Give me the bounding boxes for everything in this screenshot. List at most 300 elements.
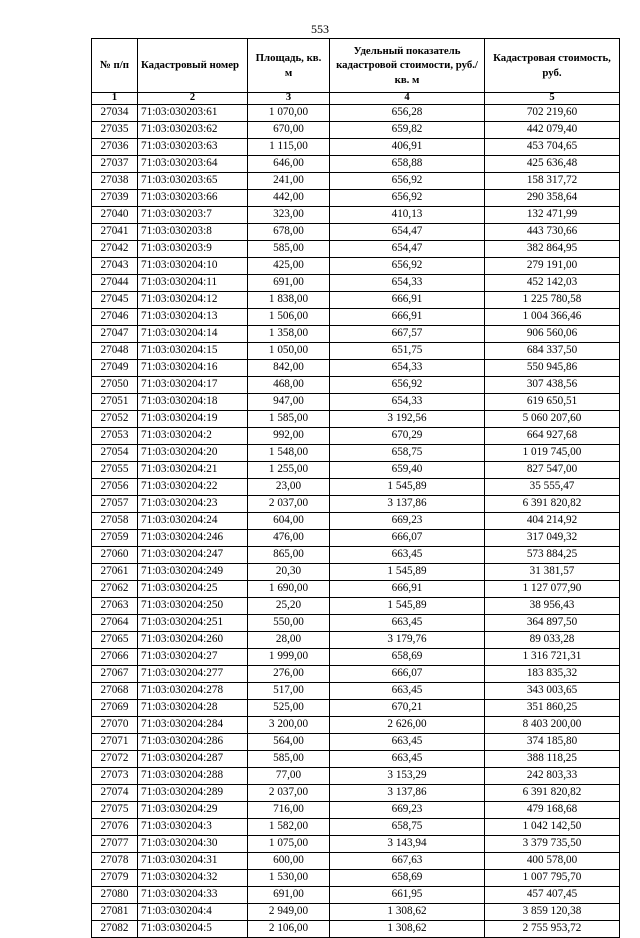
row-number-cell: 27035 bbox=[92, 122, 138, 139]
area-cell: 1 999,00 bbox=[248, 649, 330, 666]
area-cell: 23,00 bbox=[248, 479, 330, 496]
row-number-cell: 27043 bbox=[92, 258, 138, 275]
cadastral-number-cell: 71:03:030203:7 bbox=[138, 207, 248, 224]
table-row bbox=[92, 819, 620, 836]
area-cell: 241,00 bbox=[248, 173, 330, 190]
unit-value-cell: 1 545,89 bbox=[330, 598, 485, 615]
unit-value-cell: 2 626,00 bbox=[330, 717, 485, 734]
cadastral-number-cell: 71:03:030204:286 bbox=[138, 734, 248, 751]
row-number-cell: 27047 bbox=[92, 326, 138, 343]
unit-value-cell: 658,69 bbox=[330, 870, 485, 887]
area-cell: 28,00 bbox=[248, 632, 330, 649]
cadastral-number-cell: 71:03:030203:65 bbox=[138, 173, 248, 190]
cadastral-value-cell: 2 755 953,72 bbox=[485, 921, 620, 938]
table-row bbox=[92, 836, 620, 853]
table-row bbox=[92, 547, 620, 564]
table-row bbox=[92, 768, 620, 785]
area-cell: 2 037,00 bbox=[248, 496, 330, 513]
row-number-cell: 27063 bbox=[92, 598, 138, 615]
cadastral-value-cell: 1 316 721,31 bbox=[485, 649, 620, 666]
unit-value-cell: 1 545,89 bbox=[330, 564, 485, 581]
row-number-cell: 27076 bbox=[92, 819, 138, 836]
area-cell: 476,00 bbox=[248, 530, 330, 547]
table-row bbox=[92, 717, 620, 734]
cadastral-number-cell: 71:03:030204:16 bbox=[138, 360, 248, 377]
area-cell: 670,00 bbox=[248, 122, 330, 139]
unit-value-cell: 1 545,89 bbox=[330, 479, 485, 496]
row-number-cell: 27079 bbox=[92, 870, 138, 887]
row-number-cell: 27041 bbox=[92, 224, 138, 241]
cadastral-number-cell: 71:03:030203:9 bbox=[138, 241, 248, 258]
cadastral-value-cell: 404 214,92 bbox=[485, 513, 620, 530]
column-number: 2 bbox=[138, 93, 248, 105]
unit-value-cell: 666,07 bbox=[330, 666, 485, 683]
row-number-cell: 27049 bbox=[92, 360, 138, 377]
table-row bbox=[92, 139, 620, 156]
unit-value-cell: 666,91 bbox=[330, 292, 485, 309]
cadastral-number-cell: 71:03:030203:61 bbox=[138, 105, 248, 122]
table-row bbox=[92, 683, 620, 700]
area-cell: 1 585,00 bbox=[248, 411, 330, 428]
column-number: 3 bbox=[248, 93, 330, 105]
table-row bbox=[92, 343, 620, 360]
row-number-cell: 27046 bbox=[92, 309, 138, 326]
table-row bbox=[92, 632, 620, 649]
cadastral-value-cell: 906 560,06 bbox=[485, 326, 620, 343]
row-number-cell: 27072 bbox=[92, 751, 138, 768]
column-number: 5 bbox=[485, 93, 620, 105]
unit-value-cell: 651,75 bbox=[330, 343, 485, 360]
table-row bbox=[92, 513, 620, 530]
table-row bbox=[92, 428, 620, 445]
area-cell: 323,00 bbox=[248, 207, 330, 224]
unit-value-cell: 3 137,86 bbox=[330, 496, 485, 513]
area-cell: 678,00 bbox=[248, 224, 330, 241]
row-number-cell: 27065 bbox=[92, 632, 138, 649]
table-row bbox=[92, 853, 620, 870]
unit-value-cell: 658,75 bbox=[330, 445, 485, 462]
row-number-cell: 27039 bbox=[92, 190, 138, 207]
row-number-cell: 27051 bbox=[92, 394, 138, 411]
row-number-cell: 27067 bbox=[92, 666, 138, 683]
area-cell: 646,00 bbox=[248, 156, 330, 173]
cadastral-value-cell: 158 317,72 bbox=[485, 173, 620, 190]
cadastral-value-cell: 1 019 745,00 bbox=[485, 445, 620, 462]
row-number-cell: 27071 bbox=[92, 734, 138, 751]
cadastral-value-cell: 479 168,68 bbox=[485, 802, 620, 819]
area-cell: 2 106,00 bbox=[248, 921, 330, 938]
area-cell: 1 530,00 bbox=[248, 870, 330, 887]
cadastral-value-cell: 242 803,33 bbox=[485, 768, 620, 785]
row-number-cell: 27078 bbox=[92, 853, 138, 870]
cadastral-number-cell: 71:03:030204:14 bbox=[138, 326, 248, 343]
cadastral-value-cell: 317 049,32 bbox=[485, 530, 620, 547]
cadastral-number-cell: 71:03:030204:24 bbox=[138, 513, 248, 530]
table-row bbox=[92, 156, 620, 173]
unit-value-cell: 659,40 bbox=[330, 462, 485, 479]
cadastral-number-cell: 71:03:030204:4 bbox=[138, 904, 248, 921]
table-row bbox=[92, 411, 620, 428]
cadastral-number-cell: 71:03:030204:12 bbox=[138, 292, 248, 309]
header-unit-value: Удельный показатель кадастровой стоимости, руб./кв. м bbox=[330, 39, 485, 93]
cadastral-value-cell: 550 945,86 bbox=[485, 360, 620, 377]
column-number: 1 bbox=[92, 93, 138, 105]
table-row bbox=[92, 224, 620, 241]
cadastral-number-cell: 71:03:030204:33 bbox=[138, 887, 248, 904]
table-row bbox=[92, 581, 620, 598]
row-number-cell: 27056 bbox=[92, 479, 138, 496]
unit-value-cell: 656,28 bbox=[330, 105, 485, 122]
area-cell: 425,00 bbox=[248, 258, 330, 275]
unit-value-cell: 1 308,62 bbox=[330, 921, 485, 938]
area-cell: 1 358,00 bbox=[248, 326, 330, 343]
header-cadastral-value: Кадастровая стоимость, руб. bbox=[485, 39, 620, 93]
table-row bbox=[92, 377, 620, 394]
cadastral-value-cell: 664 927,68 bbox=[485, 428, 620, 445]
area-cell: 585,00 bbox=[248, 751, 330, 768]
table-header-row bbox=[92, 39, 620, 93]
unit-value-cell: 661,95 bbox=[330, 887, 485, 904]
area-cell: 691,00 bbox=[248, 887, 330, 904]
row-number-cell: 27040 bbox=[92, 207, 138, 224]
cadastral-value-cell: 573 884,25 bbox=[485, 547, 620, 564]
area-cell: 1 582,00 bbox=[248, 819, 330, 836]
row-number-cell: 27070 bbox=[92, 717, 138, 734]
area-cell: 468,00 bbox=[248, 377, 330, 394]
unit-value-cell: 667,57 bbox=[330, 326, 485, 343]
row-number-cell: 27034 bbox=[92, 105, 138, 122]
area-cell: 600,00 bbox=[248, 853, 330, 870]
row-number-cell: 27077 bbox=[92, 836, 138, 853]
unit-value-cell: 658,69 bbox=[330, 649, 485, 666]
row-number-cell: 27057 bbox=[92, 496, 138, 513]
cadastral-value-cell: 132 471,99 bbox=[485, 207, 620, 224]
unit-value-cell: 654,47 bbox=[330, 224, 485, 241]
cadastral-number-cell: 71:03:030204:289 bbox=[138, 785, 248, 802]
column-number: 4 bbox=[330, 93, 485, 105]
cadastral-value-cell: 1 042 142,50 bbox=[485, 819, 620, 836]
row-number-cell: 27066 bbox=[92, 649, 138, 666]
table-body bbox=[92, 105, 620, 938]
cadastral-number-cell: 71:03:030204:288 bbox=[138, 768, 248, 785]
table-row bbox=[92, 173, 620, 190]
cadastral-number-cell: 71:03:030204:250 bbox=[138, 598, 248, 615]
cadastral-number-cell: 71:03:030204:246 bbox=[138, 530, 248, 547]
unit-value-cell: 666,07 bbox=[330, 530, 485, 547]
row-number-cell: 27052 bbox=[92, 411, 138, 428]
row-number-cell: 27036 bbox=[92, 139, 138, 156]
cadastral-number-cell: 71:03:030204:30 bbox=[138, 836, 248, 853]
cadastral-number-cell: 71:03:030204:31 bbox=[138, 853, 248, 870]
cadastral-value-cell: 702 219,60 bbox=[485, 105, 620, 122]
unit-value-cell: 670,21 bbox=[330, 700, 485, 717]
row-number-cell: 27069 bbox=[92, 700, 138, 717]
cadastral-value-cell: 343 003,65 bbox=[485, 683, 620, 700]
cadastral-value-cell: 5 060 207,60 bbox=[485, 411, 620, 428]
unit-value-cell: 663,45 bbox=[330, 683, 485, 700]
cadastral-value-cell: 279 191,00 bbox=[485, 258, 620, 275]
unit-value-cell: 658,88 bbox=[330, 156, 485, 173]
unit-value-cell: 666,91 bbox=[330, 309, 485, 326]
table-row bbox=[92, 887, 620, 904]
cadastral-value-cell: 38 956,43 bbox=[485, 598, 620, 615]
cadastral-value-table bbox=[91, 38, 620, 938]
area-cell: 20,30 bbox=[248, 564, 330, 581]
table-row bbox=[92, 615, 620, 632]
unit-value-cell: 3 153,29 bbox=[330, 768, 485, 785]
area-cell: 442,00 bbox=[248, 190, 330, 207]
table-row bbox=[92, 326, 620, 343]
cadastral-value-cell: 1 127 077,90 bbox=[485, 581, 620, 598]
unit-value-cell: 659,82 bbox=[330, 122, 485, 139]
table-row bbox=[92, 275, 620, 292]
area-cell: 1 838,00 bbox=[248, 292, 330, 309]
cadastral-value-cell: 35 555,47 bbox=[485, 479, 620, 496]
table-row bbox=[92, 700, 620, 717]
cadastral-number-cell: 71:03:030204:21 bbox=[138, 462, 248, 479]
row-number-cell: 27073 bbox=[92, 768, 138, 785]
cadastral-value-cell: 8 403 200,00 bbox=[485, 717, 620, 734]
table-row bbox=[92, 530, 620, 547]
cadastral-value-cell: 1 004 366,46 bbox=[485, 309, 620, 326]
cadastral-number-cell: 71:03:030204:5 bbox=[138, 921, 248, 938]
cadastral-value-cell: 183 835,32 bbox=[485, 666, 620, 683]
area-cell: 585,00 bbox=[248, 241, 330, 258]
area-cell: 2 949,00 bbox=[248, 904, 330, 921]
cadastral-number-cell: 71:03:030203:8 bbox=[138, 224, 248, 241]
table-row bbox=[92, 564, 620, 581]
row-number-cell: 27081 bbox=[92, 904, 138, 921]
row-number-cell: 27054 bbox=[92, 445, 138, 462]
unit-value-cell: 656,92 bbox=[330, 190, 485, 207]
row-number-cell: 27064 bbox=[92, 615, 138, 632]
area-cell: 716,00 bbox=[248, 802, 330, 819]
area-cell: 1 115,00 bbox=[248, 139, 330, 156]
page-number: 553 bbox=[311, 22, 329, 36]
row-number-cell: 27060 bbox=[92, 547, 138, 564]
cadastral-value-cell: 619 650,51 bbox=[485, 394, 620, 411]
area-cell: 842,00 bbox=[248, 360, 330, 377]
unit-value-cell: 656,92 bbox=[330, 377, 485, 394]
cadastral-number-cell: 71:03:030204:2 bbox=[138, 428, 248, 445]
area-cell: 517,00 bbox=[248, 683, 330, 700]
unit-value-cell: 3 137,86 bbox=[330, 785, 485, 802]
area-cell: 564,00 bbox=[248, 734, 330, 751]
table-row bbox=[92, 496, 620, 513]
table-row bbox=[92, 649, 620, 666]
unit-value-cell: 663,45 bbox=[330, 734, 485, 751]
row-number-cell: 27053 bbox=[92, 428, 138, 445]
cadastral-value-cell: 453 704,65 bbox=[485, 139, 620, 156]
row-number-cell: 27038 bbox=[92, 173, 138, 190]
row-number-cell: 27045 bbox=[92, 292, 138, 309]
cadastral-value-cell: 1 007 795,70 bbox=[485, 870, 620, 887]
cadastral-number-cell: 71:03:030204:27 bbox=[138, 649, 248, 666]
row-number-cell: 27074 bbox=[92, 785, 138, 802]
table-row bbox=[92, 785, 620, 802]
cadastral-number-cell: 71:03:030204:251 bbox=[138, 615, 248, 632]
row-number-cell: 27068 bbox=[92, 683, 138, 700]
unit-value-cell: 654,33 bbox=[330, 275, 485, 292]
area-cell: 276,00 bbox=[248, 666, 330, 683]
area-cell: 2 037,00 bbox=[248, 785, 330, 802]
area-cell: 25,20 bbox=[248, 598, 330, 615]
cadastral-value-cell: 388 118,25 bbox=[485, 751, 620, 768]
row-number-cell: 27044 bbox=[92, 275, 138, 292]
unit-value-cell: 654,47 bbox=[330, 241, 485, 258]
unit-value-cell: 669,23 bbox=[330, 513, 485, 530]
cadastral-number-cell: 71:03:030204:17 bbox=[138, 377, 248, 394]
area-cell: 1 075,00 bbox=[248, 836, 330, 853]
cadastral-number-cell: 71:03:030204:278 bbox=[138, 683, 248, 700]
table-row bbox=[92, 921, 620, 938]
area-cell: 3 200,00 bbox=[248, 717, 330, 734]
cadastral-value-cell: 3 379 735,50 bbox=[485, 836, 620, 853]
area-cell: 604,00 bbox=[248, 513, 330, 530]
table-row bbox=[92, 258, 620, 275]
cadastral-number-cell: 71:03:030204:287 bbox=[138, 751, 248, 768]
cadastral-value-cell: 425 636,48 bbox=[485, 156, 620, 173]
cadastral-value-cell: 6 391 820,82 bbox=[485, 785, 620, 802]
unit-value-cell: 406,91 bbox=[330, 139, 485, 156]
table-row bbox=[92, 105, 620, 122]
header-num: № п/п bbox=[92, 39, 138, 93]
cadastral-value-cell: 442 079,40 bbox=[485, 122, 620, 139]
cadastral-value-cell: 443 730,66 bbox=[485, 224, 620, 241]
unit-value-cell: 656,92 bbox=[330, 173, 485, 190]
cadastral-number-cell: 71:03:030203:64 bbox=[138, 156, 248, 173]
area-cell: 525,00 bbox=[248, 700, 330, 717]
table-row bbox=[92, 479, 620, 496]
table-row bbox=[92, 309, 620, 326]
row-number-cell: 27037 bbox=[92, 156, 138, 173]
row-number-cell: 27062 bbox=[92, 581, 138, 598]
table-row bbox=[92, 870, 620, 887]
table-row bbox=[92, 241, 620, 258]
cadastral-number-cell: 71:03:030204:28 bbox=[138, 700, 248, 717]
cadastral-value-cell: 351 860,25 bbox=[485, 700, 620, 717]
cadastral-number-cell: 71:03:030203:63 bbox=[138, 139, 248, 156]
cadastral-value-cell: 6 391 820,82 bbox=[485, 496, 620, 513]
cadastral-value-cell: 290 358,64 bbox=[485, 190, 620, 207]
table-row bbox=[92, 360, 620, 377]
area-cell: 947,00 bbox=[248, 394, 330, 411]
unit-value-cell: 1 308,62 bbox=[330, 904, 485, 921]
unit-value-cell: 670,29 bbox=[330, 428, 485, 445]
column-number-row bbox=[92, 93, 620, 105]
area-cell: 691,00 bbox=[248, 275, 330, 292]
table-row bbox=[92, 904, 620, 921]
area-cell: 1 070,00 bbox=[248, 105, 330, 122]
cadastral-number-cell: 71:03:030204:23 bbox=[138, 496, 248, 513]
table-row bbox=[92, 207, 620, 224]
cadastral-number-cell: 71:03:030204:22 bbox=[138, 479, 248, 496]
unit-value-cell: 669,23 bbox=[330, 802, 485, 819]
table-row bbox=[92, 445, 620, 462]
row-number-cell: 27050 bbox=[92, 377, 138, 394]
cadastral-number-cell: 71:03:030204:3 bbox=[138, 819, 248, 836]
cadastral-value-cell: 827 547,00 bbox=[485, 462, 620, 479]
row-number-cell: 27080 bbox=[92, 887, 138, 904]
area-cell: 992,00 bbox=[248, 428, 330, 445]
cadastral-number-cell: 71:03:030204:20 bbox=[138, 445, 248, 462]
table-row bbox=[92, 394, 620, 411]
header-cadastral-number: Кадастровый номер bbox=[138, 39, 248, 93]
unit-value-cell: 3 179,76 bbox=[330, 632, 485, 649]
cadastral-value-cell: 3 859 120,38 bbox=[485, 904, 620, 921]
row-number-cell: 27075 bbox=[92, 802, 138, 819]
area-cell: 1 506,00 bbox=[248, 309, 330, 326]
cadastral-number-cell: 71:03:030204:249 bbox=[138, 564, 248, 581]
unit-value-cell: 663,45 bbox=[330, 615, 485, 632]
area-cell: 865,00 bbox=[248, 547, 330, 564]
cadastral-value-cell: 684 337,50 bbox=[485, 343, 620, 360]
row-number-cell: 27082 bbox=[92, 921, 138, 938]
cadastral-value-cell: 1 225 780,58 bbox=[485, 292, 620, 309]
unit-value-cell: 410,13 bbox=[330, 207, 485, 224]
cadastral-value-cell: 457 407,45 bbox=[485, 887, 620, 904]
unit-value-cell: 663,45 bbox=[330, 751, 485, 768]
table-row bbox=[92, 802, 620, 819]
area-cell: 550,00 bbox=[248, 615, 330, 632]
unit-value-cell: 667,63 bbox=[330, 853, 485, 870]
cadastral-value-cell: 89 033,28 bbox=[485, 632, 620, 649]
table-row bbox=[92, 292, 620, 309]
table-row bbox=[92, 666, 620, 683]
cadastral-value-cell: 307 438,56 bbox=[485, 377, 620, 394]
cadastral-value-cell: 31 381,57 bbox=[485, 564, 620, 581]
cadastral-value-cell: 374 185,80 bbox=[485, 734, 620, 751]
cadastral-number-cell: 71:03:030203:66 bbox=[138, 190, 248, 207]
table-row bbox=[92, 462, 620, 479]
cadastral-number-cell: 71:03:030204:29 bbox=[138, 802, 248, 819]
unit-value-cell: 654,33 bbox=[330, 360, 485, 377]
unit-value-cell: 658,75 bbox=[330, 819, 485, 836]
cadastral-number-cell: 71:03:030204:15 bbox=[138, 343, 248, 360]
area-cell: 1 050,00 bbox=[248, 343, 330, 360]
cadastral-number-cell: 71:03:030204:277 bbox=[138, 666, 248, 683]
table-row bbox=[92, 734, 620, 751]
unit-value-cell: 3 143,94 bbox=[330, 836, 485, 853]
row-number-cell: 27055 bbox=[92, 462, 138, 479]
cadastral-number-cell: 71:03:030204:32 bbox=[138, 870, 248, 887]
cadastral-value-cell: 364 897,50 bbox=[485, 615, 620, 632]
unit-value-cell: 3 192,56 bbox=[330, 411, 485, 428]
table-row bbox=[92, 122, 620, 139]
row-number-cell: 27048 bbox=[92, 343, 138, 360]
area-cell: 77,00 bbox=[248, 768, 330, 785]
unit-value-cell: 656,92 bbox=[330, 258, 485, 275]
cadastral-number-cell: 71:03:030204:10 bbox=[138, 258, 248, 275]
unit-value-cell: 654,33 bbox=[330, 394, 485, 411]
area-cell: 1 690,00 bbox=[248, 581, 330, 598]
cadastral-number-cell: 71:03:030204:284 bbox=[138, 717, 248, 734]
row-number-cell: 27042 bbox=[92, 241, 138, 258]
area-cell: 1 255,00 bbox=[248, 462, 330, 479]
row-number-cell: 27058 bbox=[92, 513, 138, 530]
table-row bbox=[92, 751, 620, 768]
table-row bbox=[92, 598, 620, 615]
cadastral-number-cell: 71:03:030204:260 bbox=[138, 632, 248, 649]
cadastral-number-cell: 71:03:030204:13 bbox=[138, 309, 248, 326]
row-number-cell: 27061 bbox=[92, 564, 138, 581]
row-number-cell: 27059 bbox=[92, 530, 138, 547]
cadastral-number-cell: 71:03:030204:247 bbox=[138, 547, 248, 564]
cadastral-number-cell: 71:03:030204:11 bbox=[138, 275, 248, 292]
cadastral-number-cell: 71:03:030204:25 bbox=[138, 581, 248, 598]
header-area: Площадь, кв. м bbox=[248, 39, 330, 93]
unit-value-cell: 663,45 bbox=[330, 547, 485, 564]
